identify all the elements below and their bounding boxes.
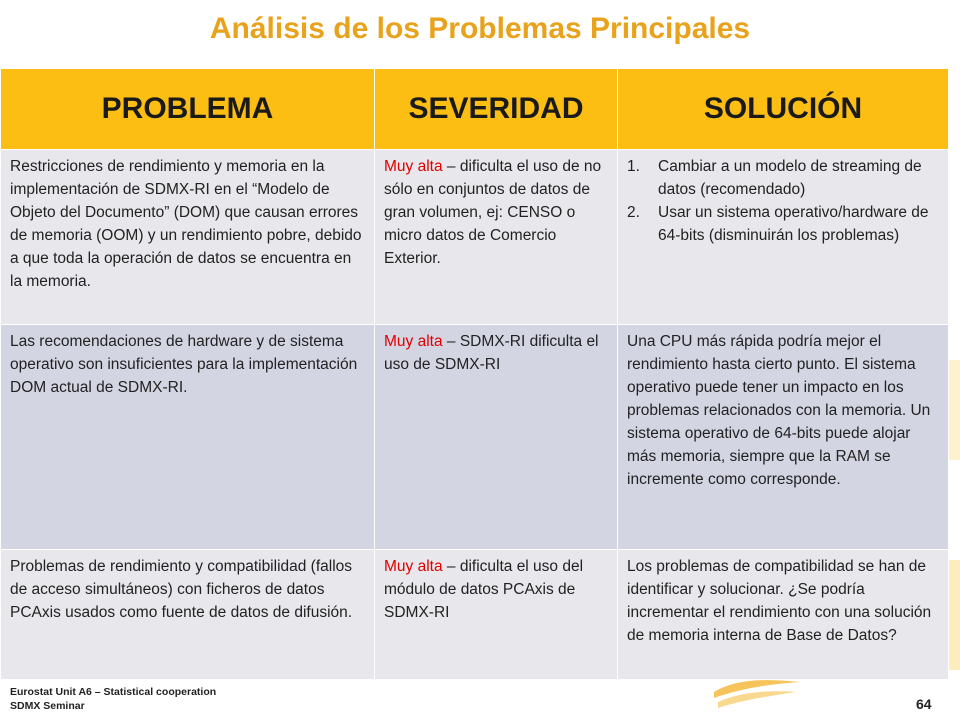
problem-cell: Restricciones de rendimiento y memoria en la implementación de SDMX-RI en el “Modelo de Objeto del Documento” (DOM) que causan errores de memoria (OOM) y un rendimiento pobre, debido a que toda la operación de datos se encuentra en la memoria.	[1, 150, 375, 325]
list-item	[627, 201, 939, 247]
slide-title: Análisis de los Problemas Principales	[209, 12, 751, 45]
list-item-text: Cambiar a un modelo de streaming de datos (recomendado)	[658, 158, 922, 198]
header-problema: PROBLEMA	[1, 69, 375, 150]
severity-cell	[375, 150, 618, 325]
solution-cell: Los problemas de compatibilidad se han de identificar y solucionar. ¿Se podría incrementar el rendimiento con una solución de memoria interna de Base de Datos?	[618, 550, 949, 680]
table-row	[1, 150, 949, 325]
table-row	[1, 325, 949, 550]
problems-table	[0, 68, 949, 680]
footer-event: SDMX Seminar	[10, 700, 85, 712]
severity-level: Muy alta	[384, 333, 443, 350]
severity-cell	[375, 550, 618, 680]
table-row	[1, 550, 949, 680]
severity-detail: – dificulta el uso de no sólo en conjuntos de datos de gran volumen, ej: CENSO o micro datos de Comercio Exterior.	[384, 158, 602, 267]
page-number: 64	[916, 696, 932, 712]
swoosh-logo	[712, 672, 802, 710]
solution-cell: Una CPU más rápida podría mejor el rendimiento hasta cierto punto. El sistema operativo puede tener un impacto en los problemas relacionados con la memoria. Un sistema operativo de 64-bits puede alojar más memoria, siempre que la RAM se incremente como corresponde.	[618, 325, 949, 550]
header-row	[1, 69, 949, 150]
severity-detail: – SDMX-RI dificulta el uso de SDMX-RI	[384, 333, 599, 373]
footer	[10, 685, 216, 713]
header-solucion: SOLUCIÓN	[618, 69, 949, 150]
footer-organization: Eurostat Unit A6 – Statistical cooperation	[10, 686, 217, 698]
problem-cell: Problemas de rendimiento y compatibilidad (fallos de acceso simultáneos) con ficheros de datos PCAxis usados como fuente de datos de difusión.	[1, 550, 375, 680]
list-number: 1.	[627, 158, 640, 175]
header-severidad: SEVERIDAD	[375, 69, 618, 150]
list-item	[627, 155, 939, 201]
list-number: 2.	[627, 204, 640, 221]
severity-detail: – dificulta el uso del módulo de datos PCAxis de SDMX-RI	[384, 558, 584, 621]
severity-cell	[375, 325, 618, 550]
severity-level: Muy alta	[384, 558, 443, 575]
list-item-text: Usar un sistema operativo/hardware de 64-bits (disminuirán los problemas)	[658, 204, 929, 244]
solution-cell	[618, 150, 949, 325]
problem-cell: Las recomendaciones de hardware y de sistema operativo son insuficientes para la implementación DOM actual de SDMX-RI.	[1, 325, 375, 550]
severity-level: Muy alta	[384, 158, 443, 175]
solution-list	[627, 155, 939, 247]
